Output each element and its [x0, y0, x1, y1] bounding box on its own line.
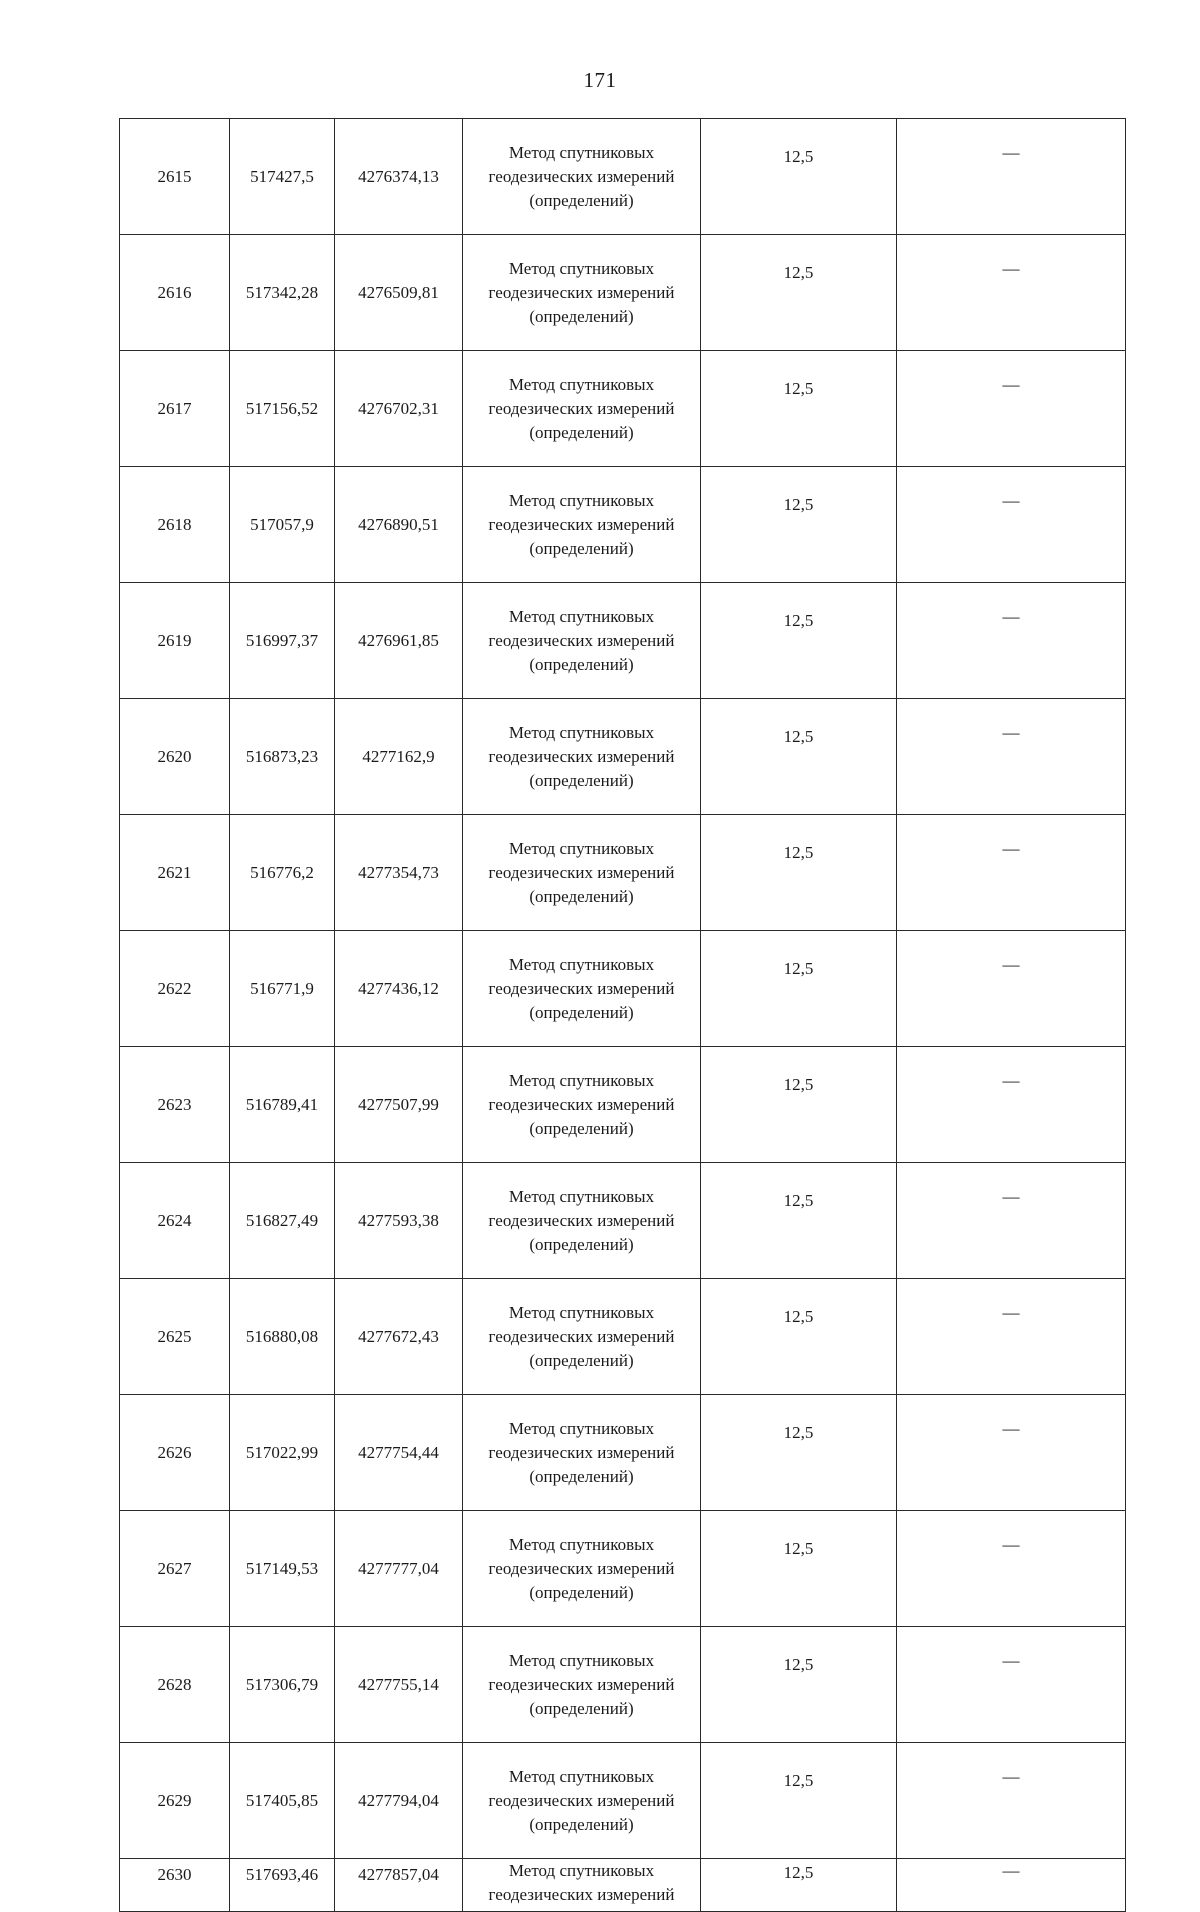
method-line: геодезических измерений [488, 1790, 675, 1810]
method-line: (определений) [529, 1002, 634, 1022]
coord-x: 516827,49 [230, 1163, 335, 1279]
accuracy-value: 12,5 [701, 235, 897, 351]
method-line: (определений) [529, 1466, 634, 1486]
coord-y: 4276961,85 [335, 583, 463, 699]
accuracy-value: 12,5 [701, 351, 897, 467]
table-row [120, 1047, 1126, 1163]
point-number: 2628 [120, 1627, 230, 1743]
method-line: Метод спутниковых [508, 838, 655, 858]
table-row [120, 1743, 1126, 1859]
method-cell [463, 583, 701, 699]
accuracy-value: 12,5 [701, 583, 897, 699]
coord-x: 517022,99 [230, 1395, 335, 1511]
method-cell [463, 1859, 701, 1912]
method-cell [463, 1627, 701, 1743]
coord-y: 4276374,13 [335, 119, 463, 235]
coord-y: 4276702,31 [335, 351, 463, 467]
method-line: (определений) [529, 1118, 634, 1138]
point-number: 2621 [120, 815, 230, 931]
method-line: (определений) [529, 1698, 634, 1718]
coord-y: 4277162,9 [335, 699, 463, 815]
method-cell [463, 1743, 701, 1859]
accuracy-value: 12,5 [701, 1047, 897, 1163]
table-row [120, 931, 1126, 1047]
coord-y: 4277672,43 [335, 1279, 463, 1395]
coord-y: 4277754,44 [335, 1395, 463, 1511]
method-line: Метод спутниковых [508, 722, 655, 742]
method-line: Метод спутниковых [508, 374, 655, 394]
note-dash: — [897, 1279, 1126, 1395]
method-line: Метод спутниковых [508, 1534, 655, 1554]
table-row [120, 699, 1126, 815]
method-line: Метод спутниковых [508, 490, 655, 510]
method-cell [463, 1047, 701, 1163]
point-number: 2630 [120, 1859, 230, 1912]
method-cell [463, 1395, 701, 1511]
note-dash: — [897, 699, 1126, 815]
method-line: Метод спутниковых [508, 142, 655, 162]
method-cell [463, 699, 701, 815]
method-line: (определений) [529, 886, 634, 906]
coord-x: 517057,9 [230, 467, 335, 583]
coord-y: 4277593,38 [335, 1163, 463, 1279]
accuracy-value: 12,5 [701, 1743, 897, 1859]
table-row [120, 1279, 1126, 1395]
method-line: Метод спутниковых [508, 1861, 655, 1880]
method-line: (определений) [529, 538, 634, 558]
point-number: 2622 [120, 931, 230, 1047]
method-line: геодезических измерений [488, 862, 675, 882]
method-line: геодезических измерений [488, 1885, 675, 1904]
coord-y: 4277777,04 [335, 1511, 463, 1627]
point-number: 2618 [120, 467, 230, 583]
method-line: (определений) [529, 422, 634, 442]
accuracy-value: 12,5 [701, 1279, 897, 1395]
method-line: геодезических измерений [488, 1326, 675, 1346]
accuracy-value: 12,5 [701, 931, 897, 1047]
table-row [120, 235, 1126, 351]
point-number: 2616 [120, 235, 230, 351]
accuracy-value: 12,5 [701, 815, 897, 931]
table-row [120, 1859, 1126, 1912]
accuracy-value: 12,5 [701, 1395, 897, 1511]
point-number: 2627 [120, 1511, 230, 1627]
note-dash: — [897, 1743, 1126, 1859]
coord-x: 516789,41 [230, 1047, 335, 1163]
note-dash: — [897, 467, 1126, 583]
table-row [120, 1627, 1126, 1743]
method-cell [463, 235, 701, 351]
note-dash: — [897, 815, 1126, 931]
method-line: (определений) [529, 1234, 634, 1254]
point-number: 2619 [120, 583, 230, 699]
coord-x: 516873,23 [230, 699, 335, 815]
table-row [120, 815, 1126, 931]
point-number: 2626 [120, 1395, 230, 1511]
note-dash: — [897, 1859, 1126, 1912]
note-dash: — [897, 583, 1126, 699]
method-line: (определений) [529, 190, 634, 210]
method-cell [463, 815, 701, 931]
coord-x: 517342,28 [230, 235, 335, 351]
coord-y: 4277354,73 [335, 815, 463, 931]
method-line: геодезических измерений [488, 1442, 675, 1462]
point-number: 2617 [120, 351, 230, 467]
method-line: Метод спутниковых [508, 954, 655, 974]
coord-y: 4277436,12 [335, 931, 463, 1047]
table-row [120, 583, 1126, 699]
point-number: 2625 [120, 1279, 230, 1395]
method-line: геодезических измерений [488, 1674, 675, 1694]
method-cell [463, 1163, 701, 1279]
point-number: 2629 [120, 1743, 230, 1859]
coord-y: 4277755,14 [335, 1627, 463, 1743]
method-cell [463, 119, 701, 235]
point-number: 2615 [120, 119, 230, 235]
accuracy-value: 12,5 [701, 1859, 897, 1912]
method-line: Метод спутниковых [508, 1650, 655, 1670]
table-body [120, 119, 1126, 1912]
coord-x: 516880,08 [230, 1279, 335, 1395]
page-number: 171 [583, 68, 617, 92]
method-line: (определений) [529, 1350, 634, 1370]
coord-y: 4277507,99 [335, 1047, 463, 1163]
method-line: геодезических измерений [488, 630, 675, 650]
coord-y: 4277794,04 [335, 1743, 463, 1859]
method-line: геодезических измерений [488, 398, 675, 418]
accuracy-value: 12,5 [701, 119, 897, 235]
coord-x: 517149,53 [230, 1511, 335, 1627]
method-line: (определений) [529, 770, 634, 790]
method-line: геодезических измерений [488, 746, 675, 766]
method-line: геодезических измерений [488, 514, 675, 534]
point-number: 2623 [120, 1047, 230, 1163]
note-dash: — [897, 1395, 1126, 1511]
coord-y: 4277857,04 [335, 1859, 463, 1912]
method-cell [463, 467, 701, 583]
table-row [120, 119, 1126, 235]
coord-y: 4276509,81 [335, 235, 463, 351]
method-line: (определений) [529, 306, 634, 326]
coord-x: 517156,52 [230, 351, 335, 467]
coord-x: 517693,46 [230, 1859, 335, 1912]
point-number: 2620 [120, 699, 230, 815]
note-dash: — [897, 1511, 1126, 1627]
coord-x: 517427,5 [230, 119, 335, 235]
table-row [120, 1395, 1126, 1511]
accuracy-value: 12,5 [701, 1163, 897, 1279]
method-line: Метод спутниковых [508, 1070, 655, 1090]
method-line: геодезических измерений [488, 282, 675, 302]
method-cell [463, 1511, 701, 1627]
coord-x: 517306,79 [230, 1627, 335, 1743]
method-line: Метод спутниковых [508, 1186, 655, 1206]
method-line: геодезических измерений [488, 166, 675, 186]
coord-y: 4276890,51 [335, 467, 463, 583]
coord-x: 517405,85 [230, 1743, 335, 1859]
coord-x: 516771,9 [230, 931, 335, 1047]
method-line: Метод спутниковых [508, 258, 655, 278]
method-cell [463, 1279, 701, 1395]
method-line: Метод спутниковых [508, 606, 655, 626]
method-line: геодезических измерений [488, 1094, 675, 1114]
method-line: Метод спутниковых [508, 1418, 655, 1438]
note-dash: — [897, 235, 1126, 351]
method-line: Метод спутниковых [508, 1302, 655, 1322]
accuracy-value: 12,5 [701, 1511, 897, 1627]
note-dash: — [897, 351, 1126, 467]
method-line: Метод спутниковых [508, 1766, 655, 1786]
accuracy-value: 12,5 [701, 699, 897, 815]
coord-x: 516997,37 [230, 583, 335, 699]
table-row [120, 467, 1126, 583]
table-row [120, 351, 1126, 467]
method-line: геодезических измерений [488, 1558, 675, 1578]
table-row [120, 1511, 1126, 1627]
accuracy-value: 12,5 [701, 1627, 897, 1743]
point-number: 2624 [120, 1163, 230, 1279]
accuracy-value: 12,5 [701, 467, 897, 583]
method-cell [463, 351, 701, 467]
coord-x: 516776,2 [230, 815, 335, 931]
method-line: (определений) [529, 1814, 634, 1834]
note-dash: — [897, 119, 1126, 235]
method-line: геодезических измерений [488, 1210, 675, 1230]
note-dash: — [897, 1047, 1126, 1163]
method-line: (определений) [529, 1582, 634, 1602]
method-cell [463, 931, 701, 1047]
note-dash: — [897, 1627, 1126, 1743]
note-dash: — [897, 1163, 1126, 1279]
method-line: (определений) [529, 654, 634, 674]
method-line: геодезических измерений [488, 978, 675, 998]
note-dash: — [897, 931, 1126, 1047]
coordinates-table [119, 118, 1126, 1912]
table-row [120, 1163, 1126, 1279]
